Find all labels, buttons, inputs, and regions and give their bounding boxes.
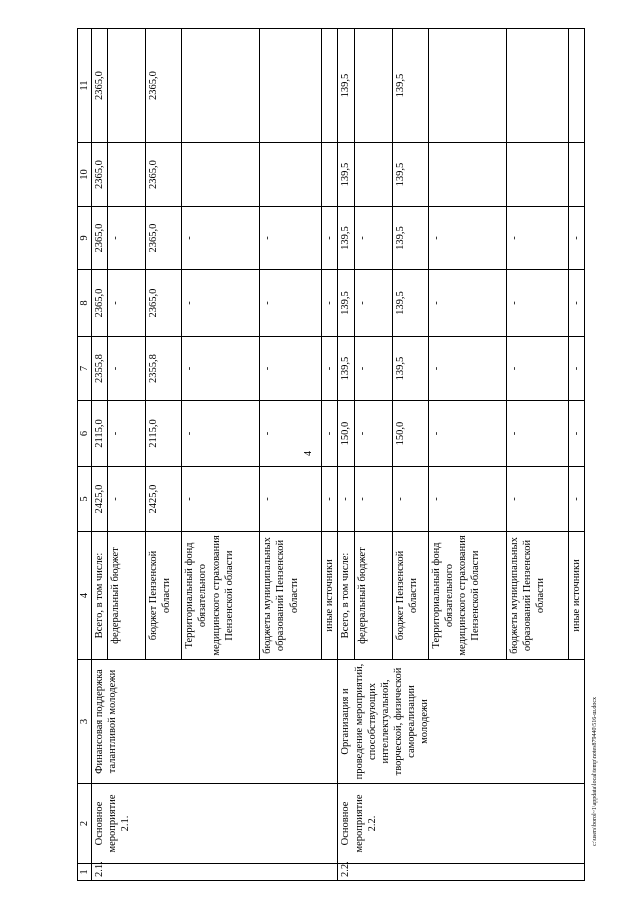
event-description: Организация и проведение мероприятий, способствующих интеллектуальной, творческой, физической самореализации молодежи (338, 660, 584, 784)
amount-cell: - (428, 467, 506, 532)
amount-cell: 2115,0 (146, 401, 182, 467)
page-number: 4 (303, 451, 314, 456)
row-number: 2.1. (92, 864, 338, 881)
amount-cell: 139,5 (392, 143, 428, 207)
amount-cell: - (182, 337, 260, 401)
amount-cell: - (428, 270, 506, 337)
amount-cell: 2115,0 (92, 401, 108, 467)
amount-cell: 150,0 (392, 401, 428, 467)
amount-cell: 139,5 (392, 29, 428, 143)
funding-source: бюджеты муниципальных образований Пензенской области (260, 532, 322, 660)
amount-cell: - (568, 467, 584, 532)
amount-cell: - (354, 467, 392, 532)
amount-cell: - (260, 337, 322, 401)
amount-cell: 139,5 (392, 337, 428, 401)
col-header-4: 4 (78, 532, 92, 660)
amount-cell (354, 143, 392, 207)
amount-cell: - (354, 337, 392, 401)
amount-cell (428, 29, 506, 143)
table-row (92, 29, 108, 881)
amount-cell: 2425,0 (146, 467, 182, 532)
amount-cell: - (182, 207, 260, 270)
amount-cell: 139,5 (338, 270, 354, 337)
amount-cell: - (568, 207, 584, 270)
funding-source: федеральный бюджет (354, 532, 392, 660)
amount-cell: 2365,0 (92, 270, 108, 337)
amount-cell (322, 143, 338, 207)
amount-cell: - (108, 401, 146, 467)
amount-cell: - (260, 270, 322, 337)
amount-cell: - (322, 270, 338, 337)
amount-cell (108, 143, 146, 207)
amount-cell (568, 29, 584, 143)
col-header-6: 6 (78, 401, 92, 467)
amount-cell (568, 143, 584, 207)
event-name: Основное мероприятие 2.2. (338, 784, 584, 864)
amount-cell (428, 143, 506, 207)
funding-source: иные источники (568, 532, 584, 660)
amount-cell: - (322, 337, 338, 401)
amount-cell: - (108, 337, 146, 401)
amount-cell: 2365,0 (92, 207, 108, 270)
amount-cell: - (322, 401, 338, 467)
amount-cell: 139,5 (338, 337, 354, 401)
amount-cell: - (428, 337, 506, 401)
amount-cell: - (182, 401, 260, 467)
amount-cell (260, 29, 322, 143)
amount-cell: 2355,8 (146, 337, 182, 401)
amount-cell: 2355,8 (92, 337, 108, 401)
amount-cell (322, 29, 338, 143)
amount-cell: - (506, 401, 568, 467)
amount-cell: - (260, 207, 322, 270)
funding-source: Территориальный фонд обязательного медицинского страхования Пензенской области (428, 532, 506, 660)
amount-cell: 2365,0 (146, 270, 182, 337)
header-row (78, 29, 92, 881)
amount-cell: - (506, 270, 568, 337)
amount-cell: - (506, 467, 568, 532)
table-row (338, 29, 354, 881)
amount-cell: - (260, 467, 322, 532)
event-name: Основное мероприятие 2.1. (92, 784, 338, 864)
amount-cell (506, 143, 568, 207)
funding-source: федеральный бюджет (108, 532, 146, 660)
amount-cell: - (322, 207, 338, 270)
amount-cell: 139,5 (392, 270, 428, 337)
amount-cell (506, 29, 568, 143)
amount-cell: - (568, 337, 584, 401)
amount-cell (108, 29, 146, 143)
funding-source: Территориальный фонд обязательного медицинского страхования Пензенской области (182, 532, 260, 660)
amount-cell (182, 29, 260, 143)
amount-cell: - (260, 401, 322, 467)
amount-cell: - (506, 207, 568, 270)
amount-cell: 2425,0 (92, 467, 108, 532)
col-header-5: 5 (78, 467, 92, 532)
amount-cell (182, 143, 260, 207)
amount-cell: - (108, 467, 146, 532)
event-description: Финансовая поддержка талантливой молодежи (92, 660, 338, 784)
col-header-10: 10 (78, 143, 92, 207)
amount-cell: 2365,0 (146, 143, 182, 207)
funding-source: бюджет Пензенской области (146, 532, 182, 660)
funding-source: бюджет Пензенской области (392, 532, 428, 660)
col-header-11: 11 (78, 29, 92, 143)
amount-cell: - (182, 270, 260, 337)
col-header-3: 3 (78, 660, 92, 784)
row-number: 2.2. (338, 864, 584, 881)
rotated-table-wrapper (77, 29, 582, 881)
amount-cell: 139,5 (338, 29, 354, 143)
amount-cell: 150,0 (338, 401, 354, 467)
funding-source: Всего, в том числе: (338, 532, 354, 660)
amount-cell: - (108, 207, 146, 270)
amount-cell: - (568, 401, 584, 467)
amount-cell: - (108, 270, 146, 337)
amount-cell: - (354, 270, 392, 337)
amount-cell: - (322, 467, 338, 532)
amount-cell: 2365,0 (146, 29, 182, 143)
amount-cell: 139,5 (392, 207, 428, 270)
col-header-7: 7 (78, 337, 92, 401)
col-header-8: 8 (78, 270, 92, 337)
funding-source: иные источники (322, 532, 338, 660)
amount-cell: - (506, 337, 568, 401)
col-header-2: 2 (78, 784, 92, 864)
amount-cell: - (568, 270, 584, 337)
amount-cell: 2365,0 (146, 207, 182, 270)
amount-cell: 139,5 (338, 207, 354, 270)
amount-cell: 2365,0 (92, 29, 108, 143)
amount-cell: - (338, 467, 354, 532)
amount-cell (260, 143, 322, 207)
amount-cell (354, 29, 392, 143)
amount-cell: 139,5 (338, 143, 354, 207)
budget-table (77, 28, 585, 881)
footer-file-path: c:\users\borol~1\appdata\local\temp\notes879440\516-ш.docx (592, 696, 598, 846)
funding-source: Всего, в том числе: (92, 532, 108, 660)
amount-cell: - (354, 207, 392, 270)
amount-cell: 2365,0 (92, 143, 108, 207)
col-header-9: 9 (78, 207, 92, 270)
amount-cell: - (354, 401, 392, 467)
funding-source: бюджеты муниципальных образований Пензенской области (506, 532, 568, 660)
col-header-1: 1 (78, 864, 92, 881)
amount-cell: - (428, 401, 506, 467)
amount-cell: - (428, 207, 506, 270)
amount-cell: - (182, 467, 260, 532)
amount-cell: - (392, 467, 428, 532)
